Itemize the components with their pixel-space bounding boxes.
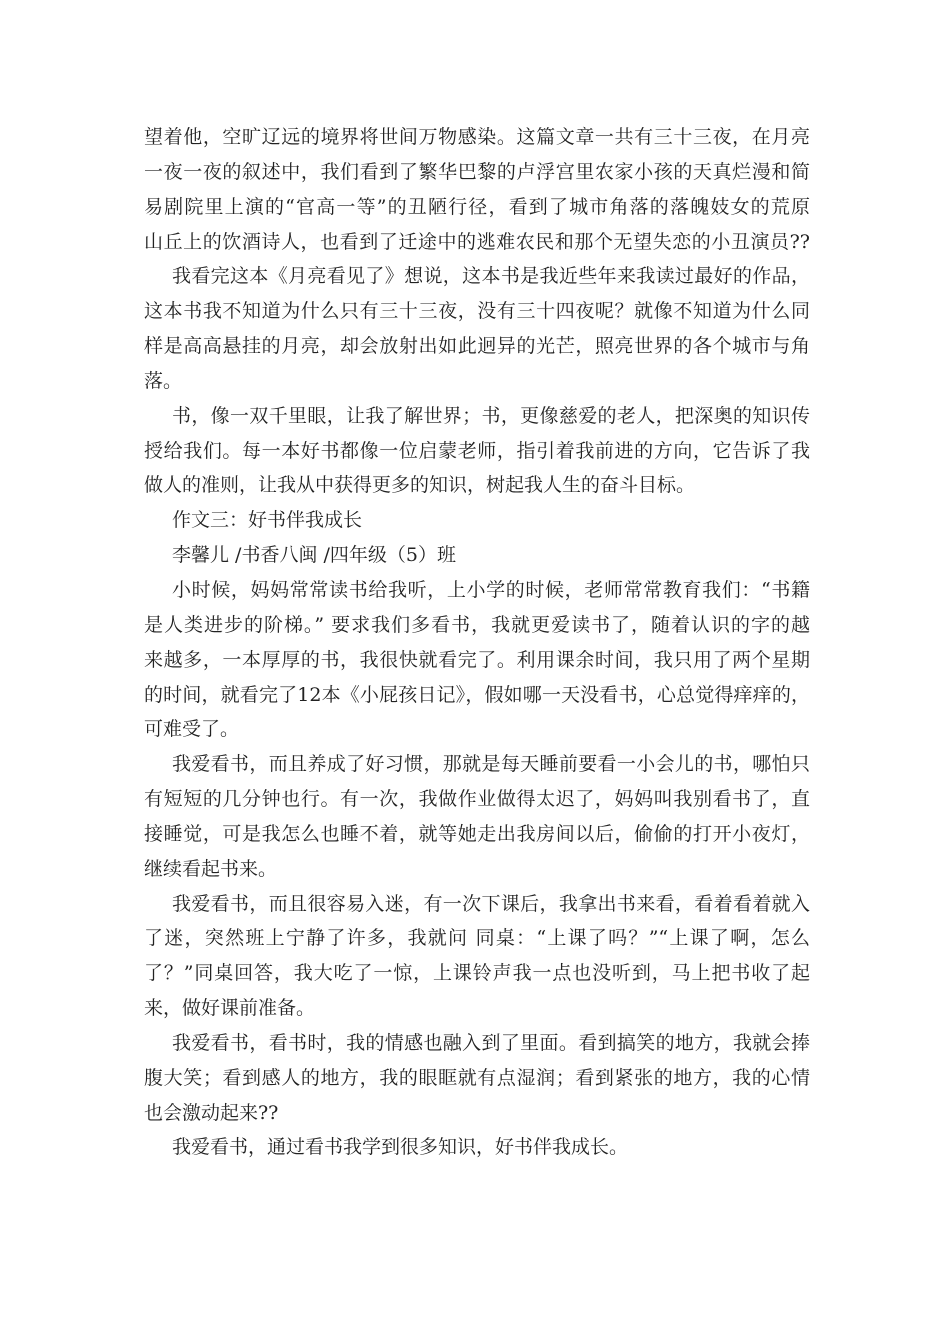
text-line: 望着他，空旷辽远的境界将世间万物感染。这篇文章一共有三十三夜，在月亮: [144, 126, 810, 148]
text-line: 一夜一夜的叙述中，我们看到了繁华巴黎的卢浮宫里农家小孩的天真烂漫和简: [144, 160, 810, 183]
text-line: 我爱看书，而且养成了好习惯，那就是每天睡前要看一小会儿的书，哪怕只: [172, 753, 810, 776]
text-line: 有短短的几分钟也行。有一次，我做作业做得太迟了，妈妈叫我别看书了，直: [144, 788, 810, 811]
text-line: 作文三：好书伴我成长: [172, 509, 363, 532]
text-line: 继续看起书来。: [144, 857, 278, 880]
text-line: 可难受了。: [144, 718, 240, 741]
text-line: 样是高高悬挂的月亮，却会放射出如此迥异的光芒，照亮世界的各个城市与角: [144, 335, 810, 358]
text-line: 这本书我不知道为什么只有三十三夜，没有三十四夜呢？就像不知道为什么同: [144, 300, 810, 323]
text-line: 做人的准则，让我从中获得更多的知识，树起我人生的奋斗目标。: [144, 474, 696, 497]
text-line: 小时候，妈妈常常读书给我听，上小学的时候，老师常常教育我们：“书籍: [172, 578, 810, 601]
text-line: 李馨儿 /书香八闽 /四年级（5）班: [172, 544, 456, 567]
text-line: 了？”同桌回答，我大吃了一惊，上课铃声我一点也没听到，马上把书收了起: [144, 962, 810, 985]
text-line: 书，像一双千里眼，让我了解世界；书，更像慈爱的老人，把深奥的知识传: [172, 404, 810, 427]
text-line: 来，做好课前准备。: [144, 997, 316, 1020]
text-line: 也会激动起来??: [144, 1101, 279, 1124]
text-line: 是人类进步的阶梯。” 要求我们多看书，我就更爱读书了，随着认识的字的越: [144, 613, 810, 636]
text-line: 来越多，一本厚厚的书，我很快就看完了。利用课余时间，我只用了两个星期: [144, 648, 810, 671]
text-line: 我爱看书，看书时，我的情感也融入到了里面。看到搞笑的地方，我就会捧: [172, 1031, 810, 1054]
text-line: 我爱看书，通过看书我学到很多知识，好书伴我成长。: [172, 1136, 629, 1159]
text-line: 我爱看书，而且很容易入迷，有一次下课后，我拿出书来看，看着看着就入: [172, 892, 810, 915]
text-line: 我看完这本《月亮看见了》想说，这本书是我近些年来我读过最好的作品，: [172, 265, 810, 288]
text-line: 落。: [144, 369, 183, 392]
text-line: 易剧院里上演的“官高一等”的丑陋行径，看到了城市角落的落魄妓女的荒原: [144, 195, 810, 218]
text-line: 腹大笑；看到感人的地方，我的眼眶就有点湿润；看到紧张的地方，我的心情: [144, 1066, 810, 1089]
document-body: [144, 120, 810, 1165]
text-line: 了迷，突然班上宁静了许多，我就问 同桌：“上课了吗？”“上课了啊，怎么: [144, 927, 810, 950]
text-line: 接睡觉，可是我怎么也睡不着，就等她走出我房间以后，偷偷的打开小夜灯，: [144, 822, 810, 845]
text-line: 授给我们。每一本好书都像一位启蒙老师，指引着我前进的方向，它告诉了我: [144, 439, 810, 462]
text-line: 山丘上的饮酒诗人，也看到了迁途中的逃难农民和那个无望失恋的小丑演员??: [144, 230, 810, 253]
text-line: 的时间，就看完了12本《小屁孩日记》，假如哪一天没看书，心总觉得痒痒的，: [144, 683, 810, 706]
